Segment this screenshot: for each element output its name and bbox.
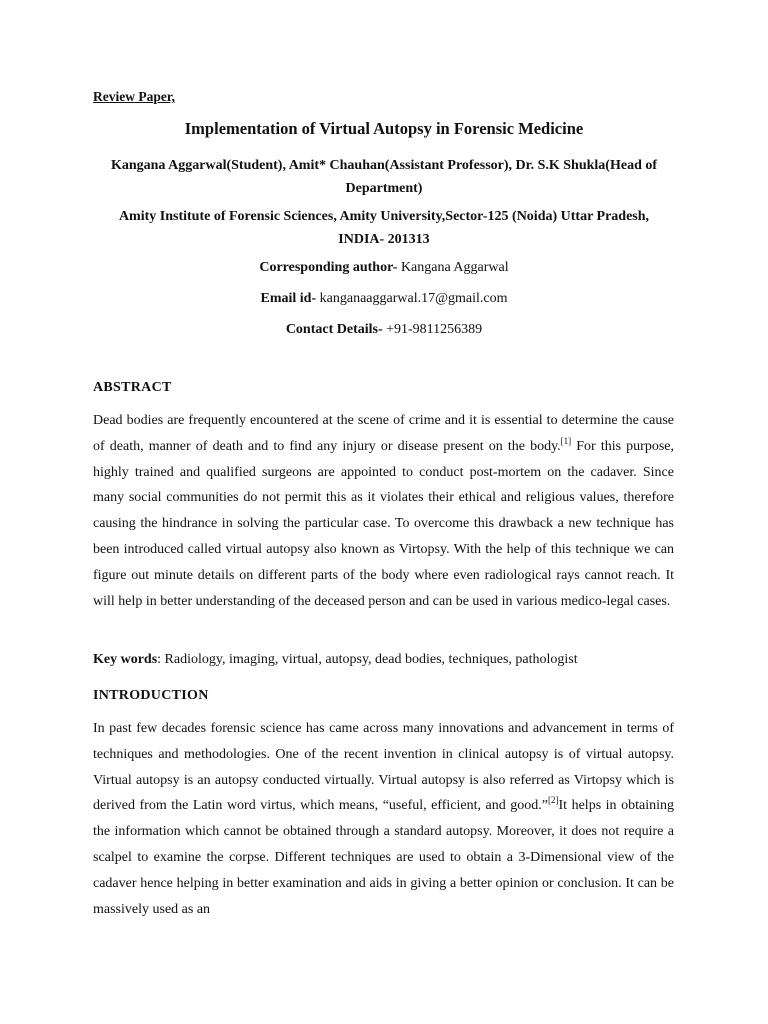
abstract-paragraph (93, 408, 674, 614)
email-label: Email id- (260, 291, 317, 306)
introduction-heading: INTRODUCTION (93, 688, 209, 703)
keywords-value: : Radiology, imaging, virtual, autopsy, dead bodies, techniques, pathologist (157, 652, 578, 667)
email-line (110, 287, 658, 310)
citation-1: [1] (560, 435, 572, 446)
contact-line (110, 318, 658, 341)
paper-title: Implementation of Virtual Autopsy in Forensic Medicine (184, 119, 584, 138)
keywords-label: Key words (93, 652, 158, 667)
citation-2: [2] (548, 795, 559, 806)
intro-text-2: It helps in obtaining the information which cannot be obtained through a standard autopsy. Moreover, it does not require a scalpel to examine the corpse. Different techniques are used to obtain a 3-Dimensional view of the cadaver hence helping in better examination and aids in giving a better opinion or conclusion. It can be massively used as an (93, 798, 674, 917)
abstract-text-1: Dead bodies are frequently encountered at the scene of crime and it is essential to determine the cause of death, manner of death and to find any injury or disease present on the body. (93, 413, 674, 454)
intro-text-1: In past few decades forensic science has came across many innovations and advancement in terms of techniques and methodologies. One of the recent invention in clinical autopsy is of virtual autopsy. Virtual autopsy is an autopsy conducted virtually. Virtual autopsy is also referred as Virtopsy which is derived from the Latin word virtus, which means, “useful, efficient, and good.” (93, 721, 674, 814)
keywords-line (93, 652, 578, 668)
introduction-paragraph (93, 716, 674, 922)
institution: Amity Institute of Forensic Sciences, Amity University,Sector-125 (Noida) Uttar Pradesh, INDIA- 201313 (118, 209, 650, 247)
corresponding-author (110, 256, 658, 279)
email-value: kanganaaggarwal.17@gmail.com (316, 291, 508, 306)
abstract-heading: ABSTRACT (93, 380, 172, 395)
author-list: Kangana Aggarwal(Student), Amit* Chauhan(Assistant Professor), Dr. S.K Shukla(Head of Department) (110, 158, 658, 196)
review-label: Review Paper, (93, 89, 175, 104)
corresponding-author-label: Corresponding author- (259, 260, 398, 275)
abstract-text-2: For this purpose, highly trained and qualified surgeons are appointed to conduct post-mortem on the cadaver. Since many social communities do not permit this as it violates their ethical and religious values, therefore causing the hindrance in solving the particular case. To overcome this drawback a new technique has been introduced called virtual autopsy also known as Virtopsy. With the help of this technique we can figure out minute details on different parts of the body where even radiological rays cannot reach. It will help in better understanding of the deceased person and can be used in various medico-legal cases. (93, 438, 674, 609)
corresponding-author-value: Kangana Aggarwal (397, 260, 509, 275)
contact-value: +91-9811256389 (382, 322, 483, 337)
contact-label: Contact Details- (285, 322, 383, 337)
